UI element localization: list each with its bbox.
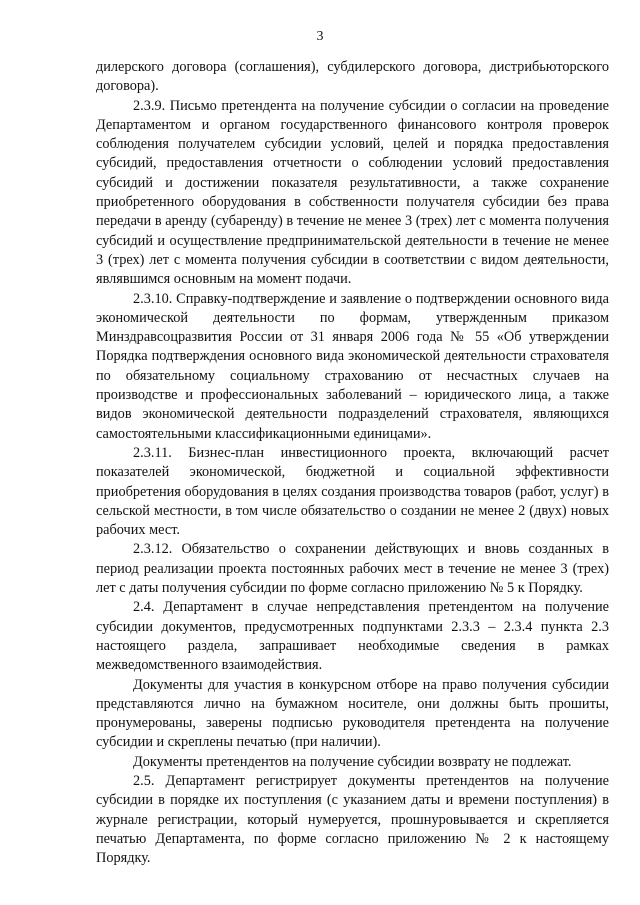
document-body <box>96 58 609 868</box>
paragraph-2-4: 2.4. Департамент в случае непредставления претендентом на получение субсидии документов, предусмотренных подпунктами 2.3.3 – 2.3.4 пункта 2.3 настоящего раздела, запрашивает необходимые сведения в рамках межведомственного взаимодействия. <box>96 599 609 674</box>
paragraph-2-3-10: 2.3.10. Справку-подтверждение и заявление о подтверждении основного вида экономической деятельности по формам, утвержденным приказом Минздравсоцразвития России от 31 января 2006 года № 55 «Об утверждении Порядка подтверждения основного вида экономической деятельности страхователя по обязательному социальному страхованию от несчастных случаев на производстве и профессиональных заболеваний – юридического лица, а также видов экономической деятельности подразделений страхователя, являющихся самостоятельными классификационными единицами». <box>96 290 609 442</box>
paragraph-documents-submission: Документы для участия в конкурсном отборе на право получения субсидии представляются лично на бумажном носителе, они должны быть прошиты, пронумерованы, заверены подписью руководителя претендента на получение субсидии и скреплены печатью (при наличии). <box>96 676 609 751</box>
page-number: 3 <box>316 29 324 44</box>
paragraph-2-3-11: 2.3.11. Бизнес-план инвестиционного проекта, включающий расчет показателей экономической, бюджетной и социальной эффективности приобретения оборудования в целях создания производства товаров (работ, услуг) в сельской местности, в том числе обязательство о создании не менее 2 (двух) новых рабочих мест. <box>96 444 609 539</box>
paragraph-2-5: 2.5. Департамент регистрирует документы претендентов на получение субсидии в порядке их поступления (с указанием даты и времени поступления) в журнале регистрации, который нумеруется, прошнуровывается и скрепляется печатью Департамента, по форме согласно приложению № 2 к настоящему Порядку. <box>96 772 609 867</box>
paragraph-documents-not-returned: Документы претендентов на получение субсидии возврату не подлежат. <box>133 753 572 770</box>
paragraph-continuation: дилерского договора (соглашения), субдилерского договора, дистрибьюторского договора). <box>96 59 609 95</box>
paragraph-2-3-12: 2.3.12. Обязательство о сохранении действующих и вновь созданных в период реализации проекта постоянных рабочих мест в течение не менее 3 (трех) лет с даты получения субсидии по форме согласно приложению № 5 к Порядку. <box>96 541 609 597</box>
paragraph-2-3-9: 2.3.9. Письмо претендента на получение субсидии о согласии на проведение Департаментом и органом государственного финансового контроля проверок соблюдения получателем субсидии условий, целей и порядка предоставления субсидий, предоставления отчетности о соблюдении условий предоставления субсидий и достижении показателя результативности, а также сохранение приобретенного оборудования в собственности получателя субсидии без права передачи в аренду (субаренду) в течение не менее 3 (трех) лет с момента получения субсидий и осуществление предпринимательской деятельности в течение не менее 3 (трех) лет с момента получения субсидии в соответствии с видом деятельности, являвшимся основным на момент подачи. <box>96 97 609 288</box>
